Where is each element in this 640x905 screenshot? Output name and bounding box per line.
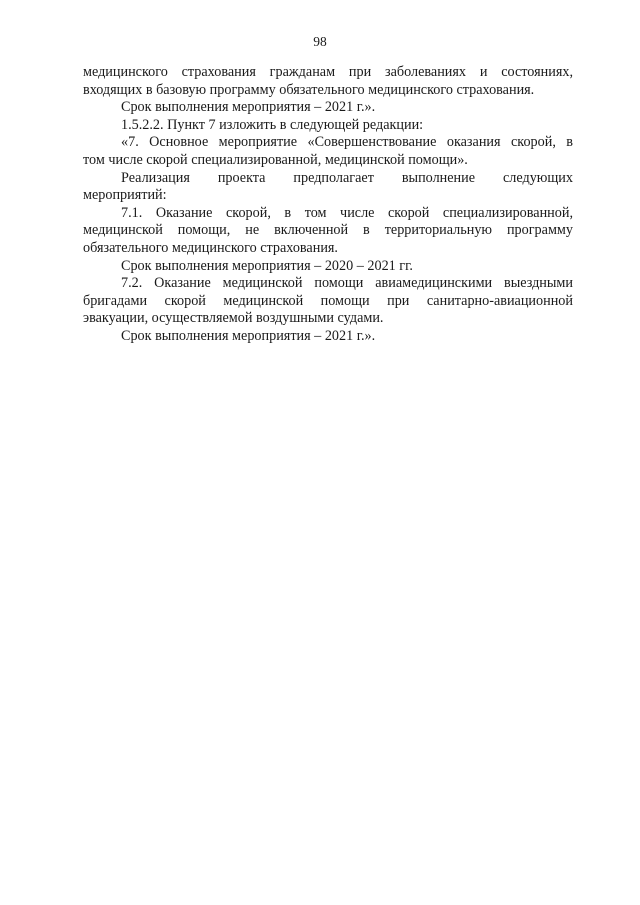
text-line: том числе скорой специализированной, медицинской помощи». bbox=[83, 151, 468, 168]
text-line: медицинского страхования гражданам при заболеваниях и состояниях, bbox=[83, 64, 573, 80]
text-line: Срок выполнения мероприятия – 2021 г.». bbox=[121, 99, 376, 116]
text-line: эвакуации, осуществляемой воздушными судами. bbox=[83, 310, 384, 327]
text-line: мероприятий: bbox=[83, 187, 167, 204]
text-line: 7.2. Оказание медицинской помощи авиамедицинскими выездными bbox=[121, 275, 573, 292]
text-line: обязательного медицинского страхования. bbox=[83, 239, 338, 256]
text-line: входящих в базовую программу обязательного медицинского страхования. bbox=[83, 81, 535, 98]
text-line: 7.1. Оказание скорой, в том числе скорой специализированной, bbox=[121, 204, 573, 221]
text-line: бригадами скорой медицинской помощи при санитарно-авиационной bbox=[83, 292, 573, 309]
text-line: «7. Основное мероприятие «Совершенствование оказания скорой, в bbox=[121, 134, 573, 151]
text-line: Срок выполнения мероприятия – 2021 г.». bbox=[121, 327, 376, 344]
text-line: медицинской помощи, не включенной в территориальную программу bbox=[83, 222, 573, 239]
text-line: 1.5.2.2. Пункт 7 изложить в следующей редакции: bbox=[121, 116, 424, 133]
page-number: 98 bbox=[313, 34, 327, 49]
text-line: Срок выполнения мероприятия – 2020 – 2021 гг. bbox=[121, 257, 413, 274]
text-line: Реализация проекта предполагает выполнение следующих bbox=[121, 169, 573, 186]
body-text bbox=[83, 64, 573, 346]
